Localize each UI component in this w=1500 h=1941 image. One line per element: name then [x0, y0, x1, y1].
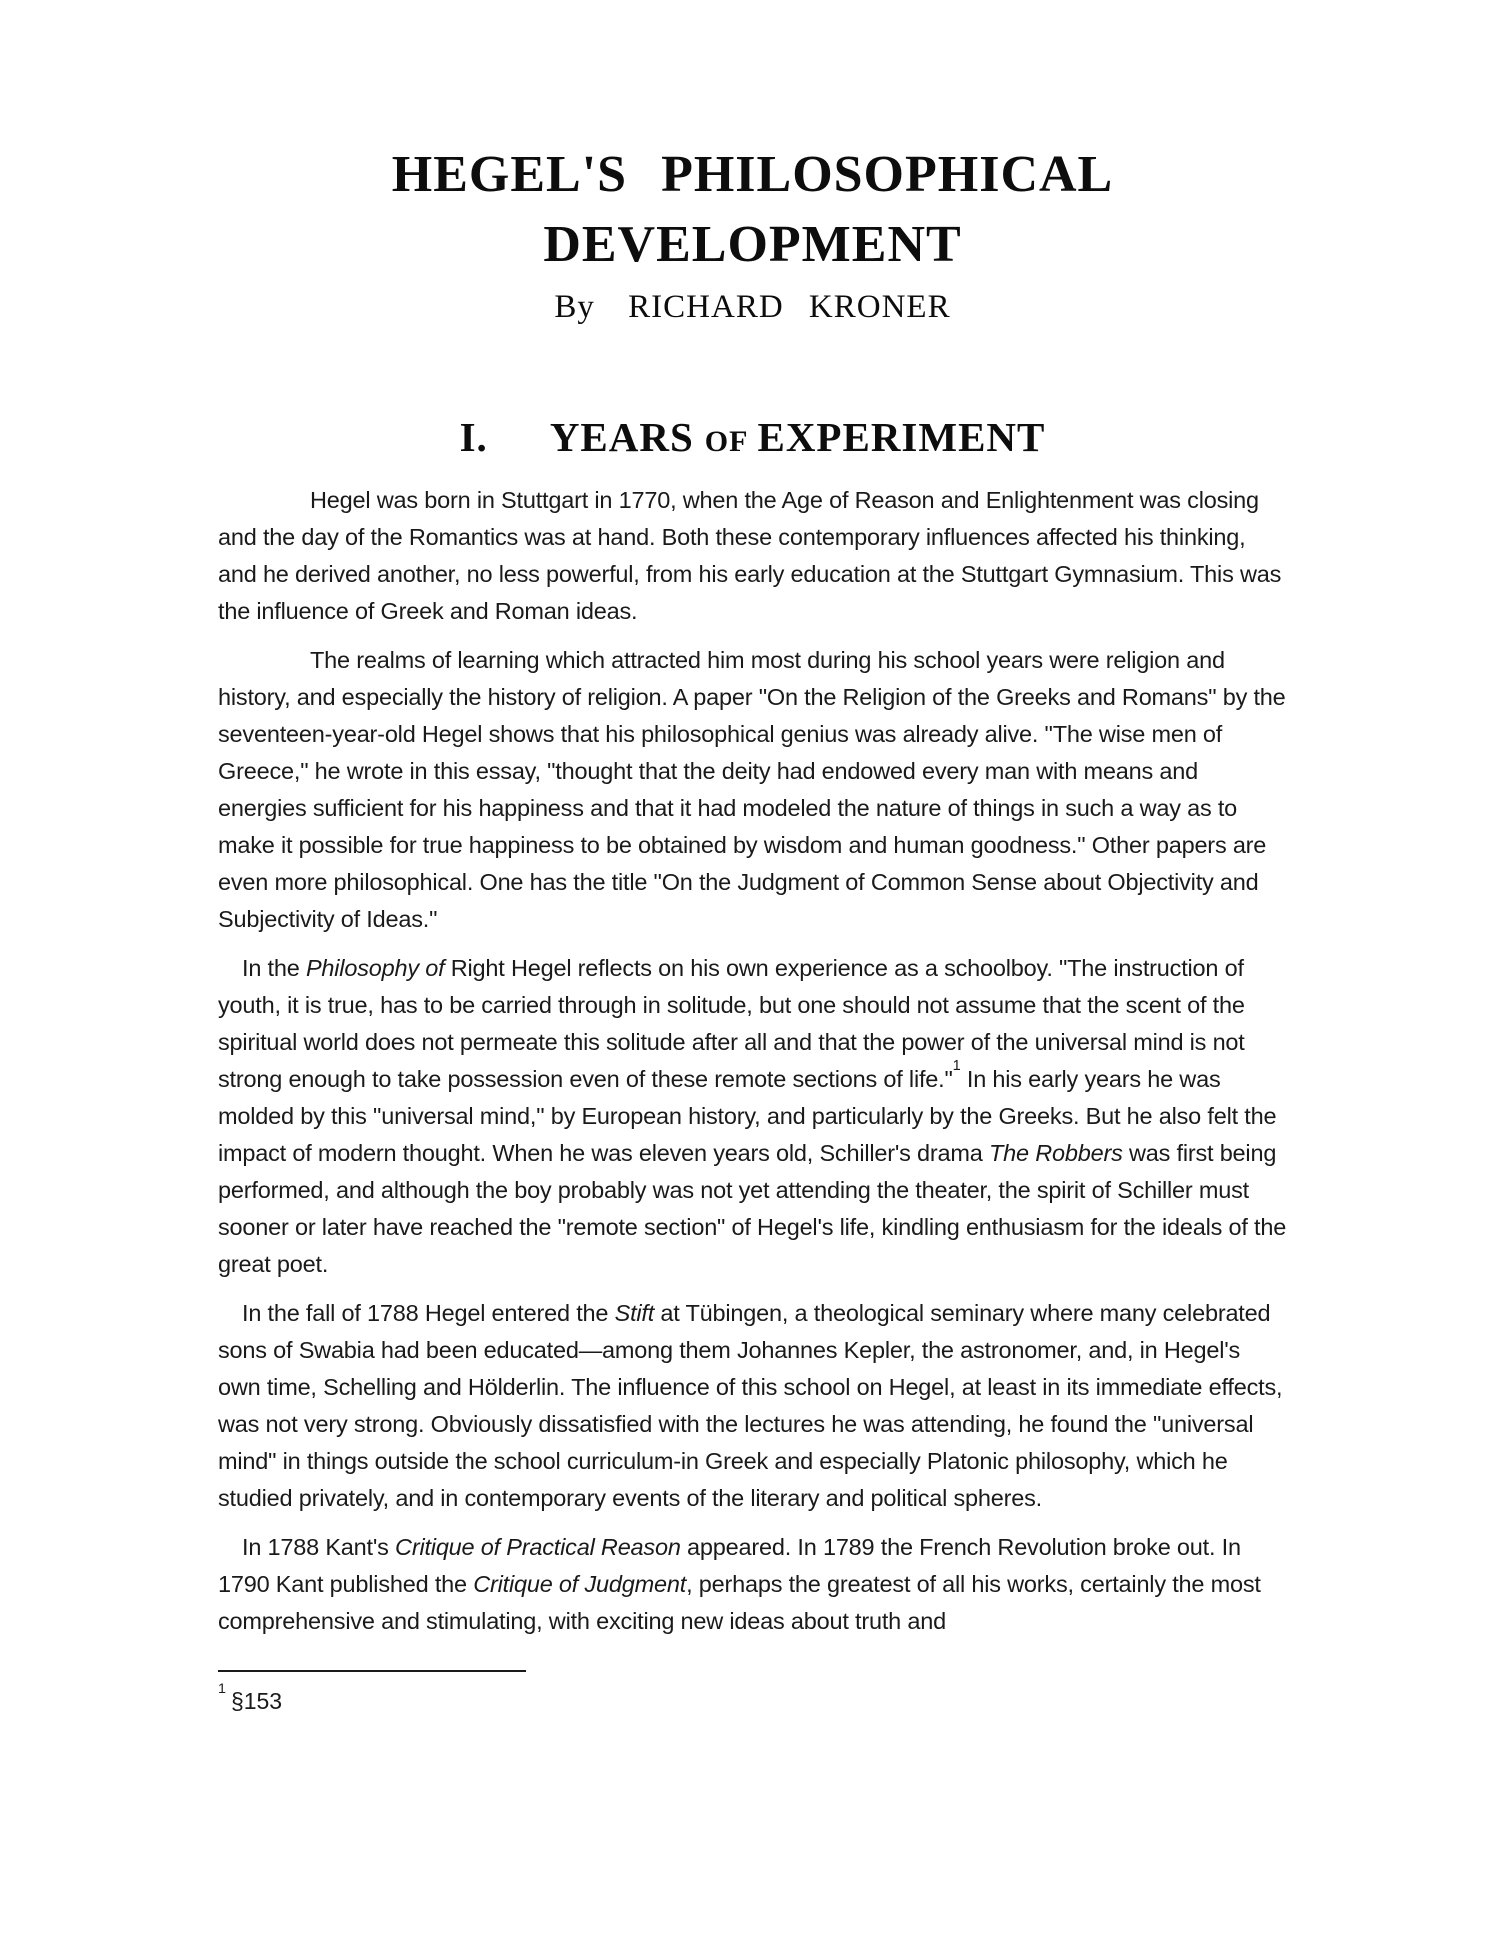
body-paragraph — [218, 642, 1287, 938]
text-run: In his early years he was molded by this "universal mind," by European history, and particularly by the Greeks. But he also felt the impact of modern thought. When he was eleven years old, Schiller's drama — [218, 1066, 1277, 1166]
italic-run: Critique of Judgment — [473, 1571, 687, 1597]
body-paragraph — [218, 950, 1287, 1283]
section-heading — [218, 411, 1287, 468]
text-run: In the fall of 1788 Hegel entered the — [242, 1300, 615, 1326]
document-header — [218, 140, 1287, 329]
footnote-rule — [218, 1670, 526, 1672]
text-run: Right Hegel reflects on his own experience as a schoolboy. "The instruction of youth, it is true, has to be carried through in solitude, but one should not assume that the scent of the spiritual world does not permeate this solitude after all and that the power of the universal mind is not strong enough to take possession even of these remote sections of life." — [218, 955, 1245, 1092]
document-title — [218, 140, 1287, 280]
title-line-2: DEVELOPMENT — [543, 216, 962, 273]
footnote-marker: 1 — [218, 1680, 226, 1697]
title-line-1: HEGEL'S PHILOSOPHICAL — [391, 146, 1114, 203]
text-run: appeared. In 1789 the French Revolution broke out. In 1790 Kant published the — [218, 1534, 1241, 1597]
byline-prefix: By — [554, 289, 595, 325]
body-text — [218, 482, 1287, 1640]
byline — [218, 285, 1287, 329]
text-run: The realms of learning which attracted him most during his school years were religion and history, and especially the history of religion. A paper "On the Religion of the Greeks and Romans" by the seventeen-year-old Hegel shows that his philosophical genius was already alive. "The wise men of Greece," he wrote in this essay, "thought that the deity had endowed every man with means and energies sufficient for his happiness and that it had modeled the nature of things in such a way as to make it possible for true happiness to be obtained by wisdom and human goodness." Other papers are even more philosophical. One has the title "On the Judgment of Common Sense about Objectivity and Subjectivity of Ideas." — [218, 647, 1286, 932]
text-run: In 1788 Kant's — [242, 1534, 396, 1560]
body-paragraph — [218, 1529, 1287, 1640]
text-run: In the — [242, 955, 306, 981]
text-run: Hegel was born in Stuttgart in 1770, when the Age of Reason and Enlightenment was closing and the day of the Romantics was at hand. Both these contemporary influences affected his thinking, and he derived another, no less powerful, from his early education at the Stuttgart Gymnasium. This was the influence of Greek and Roman ideas. — [218, 487, 1282, 624]
body-paragraph — [218, 1295, 1287, 1517]
italic-run: The Robbers — [989, 1140, 1123, 1166]
footnote-area — [218, 1670, 1287, 1718]
section-title-word-of: OF — [704, 425, 749, 458]
text-run: , perhaps the greatest of all his works, certainly the most comprehensive and stimulating, with exciting new ideas about truth and — [218, 1571, 1261, 1634]
section-title — [550, 414, 1046, 460]
text-run: at Tübingen, a theological seminary where many celebrated sons of Swabia had been educated—among them Johannes Kepler, the astronomer, and, in Hegel's own time, Schelling and Hölderlin. The influence of this school on Hegel, at least in its immediate effects, was not very strong. Obviously dissatisfied with the lectures he was attending, he found the "universal mind" in things outside the school curriculum-in Greek and especially Platonic philosophy, which he studied privately, and in contemporary events of the literary and political spheres. — [218, 1300, 1283, 1511]
section-title-word-experiment: EXPERIMENT — [757, 414, 1046, 460]
italic-run: Stift — [614, 1300, 655, 1326]
italic-run: Philosophy of — [305, 955, 445, 981]
text-run: was first being performed, and although the boy probably was not yet attending the theater, the spirit of Schiller must sooner or later have reached the "remote section" of Hegel's life, kindling enthusiasm for the ideals of the great poet. — [218, 1140, 1287, 1277]
footnote — [218, 1680, 1287, 1718]
section-title-word-years: YEARS — [549, 414, 694, 460]
footnote-text: §153 — [230, 1688, 283, 1714]
italic-run: Critique of Practical Reason — [395, 1534, 681, 1560]
byline-author: RICHARD KRONER — [628, 289, 951, 325]
footnote-reference: 1 — [952, 1058, 961, 1075]
body-paragraph — [218, 482, 1287, 630]
section-numeral: I. — [459, 414, 488, 460]
